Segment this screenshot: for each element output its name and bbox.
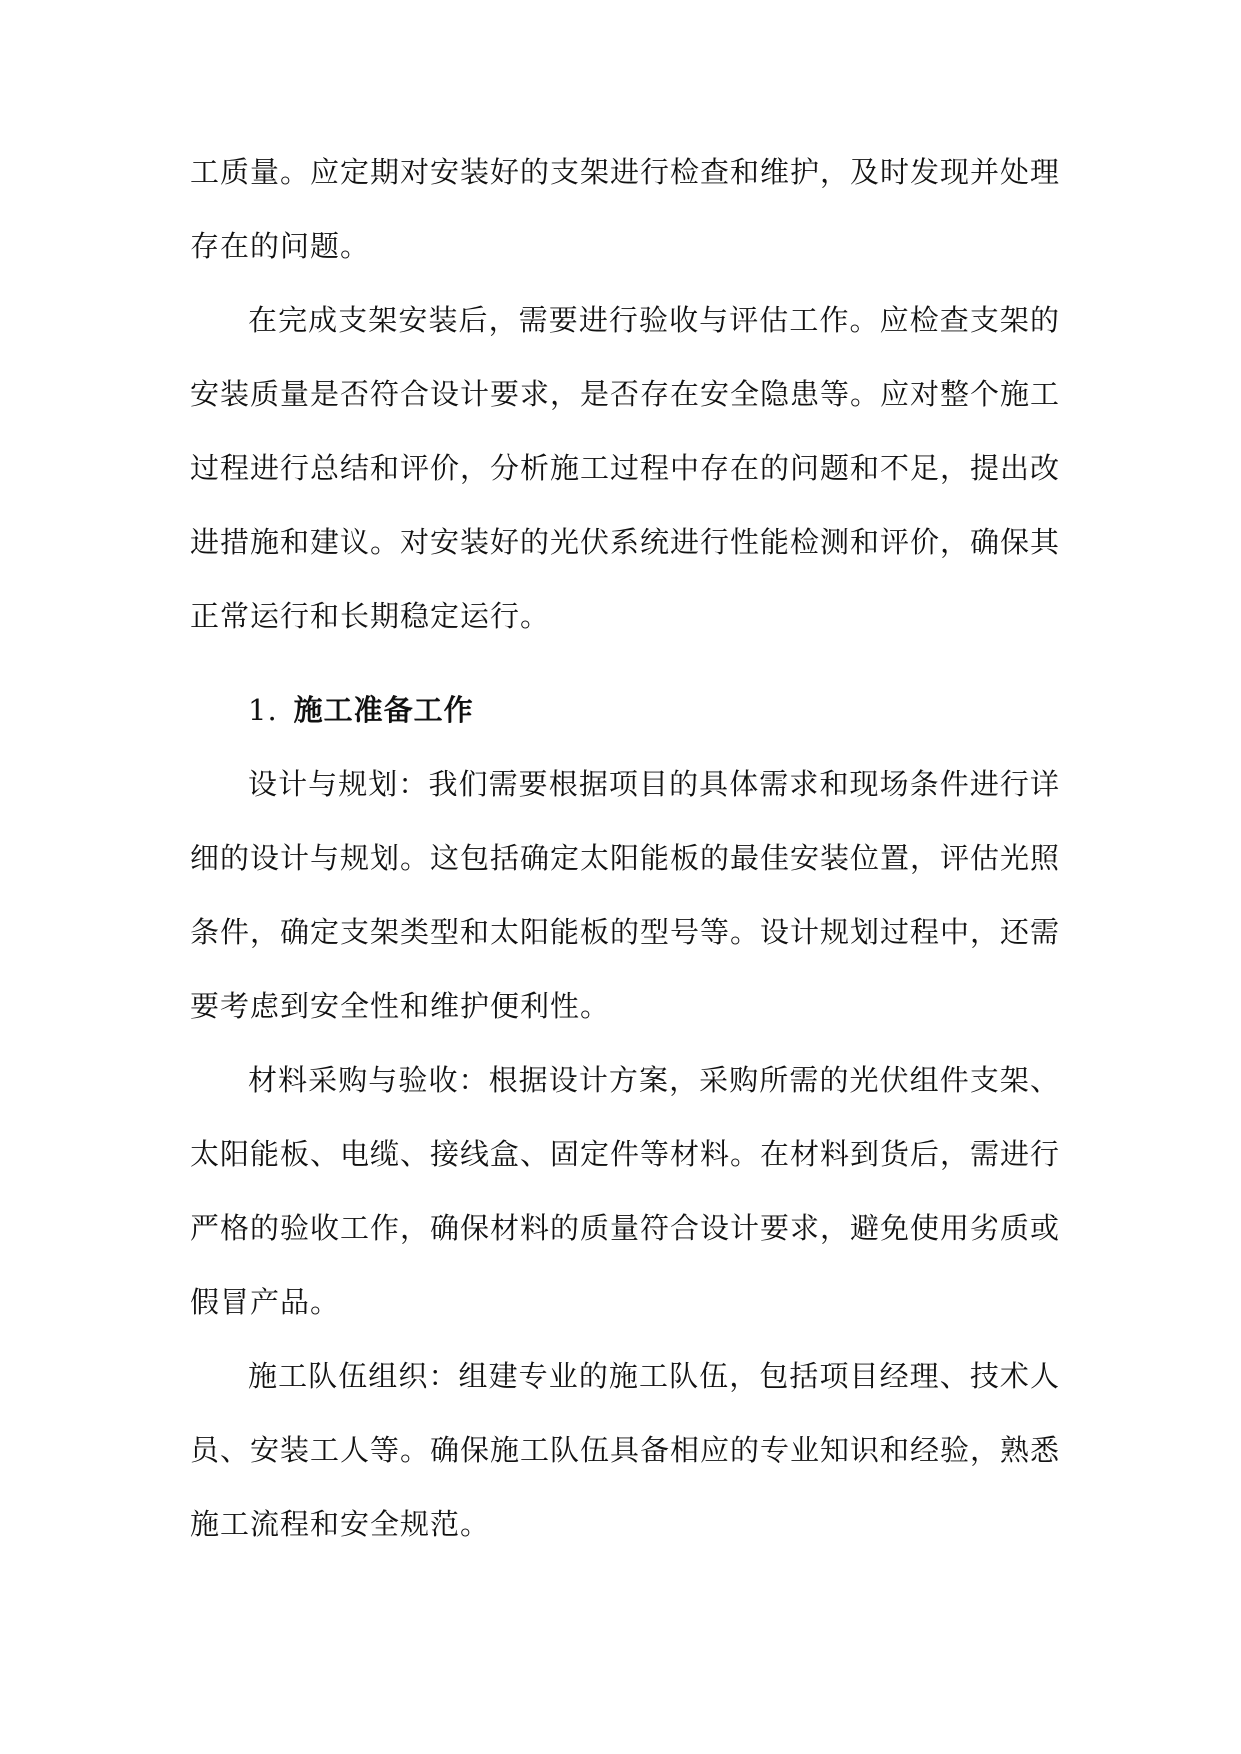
section-title: 施工准备工作: [293, 693, 474, 727]
section-number: 1.: [248, 693, 278, 727]
paragraph-acceptance: 在完成支架安装后，需要进行验收与评估工作。应检查支架的安装质量是否符合设计要求，是否存在安全隐患等。应对整个施工过程进行总结和评价，分析施工过程中存在的问题和不足，提出改进措施和建议。对安装好的光伏系统进行性能检测和评价，确保其正常运行和长期稳定运行。: [190, 303, 1061, 633]
document-page: [190, 135, 1060, 1561]
paragraph-continuation: 工质量。应定期对安装好的支架进行检查和维护，及时发现并处理存在的问题。: [190, 155, 1061, 263]
paragraph-design-planning: 设计与规划：我们需要根据项目的具体需求和现场条件进行详细的设计与规划。这包括确定太阳能板的最佳安装位置，评估光照条件，确定支架类型和太阳能板的型号等。设计规划过程中，还需要考虑到安全性和维护便利性。: [190, 767, 1061, 1023]
paragraph-team-organization: 施工队伍组织：组建专业的施工队伍，包括项目经理、技术人员、安装工人等。确保施工队伍具备相应的专业知识和经验，熟悉施工流程和安全规范。: [190, 1359, 1061, 1541]
paragraph-material-procurement: 材料采购与验收：根据设计方案，采购所需的光伏组件支架、太阳能板、电缆、接线盒、固定件等材料。在材料到货后，需进行严格的验收工作，确保材料的质量符合设计要求，避免使用劣质或假冒产品。: [190, 1063, 1061, 1319]
section-heading: [190, 673, 1060, 747]
